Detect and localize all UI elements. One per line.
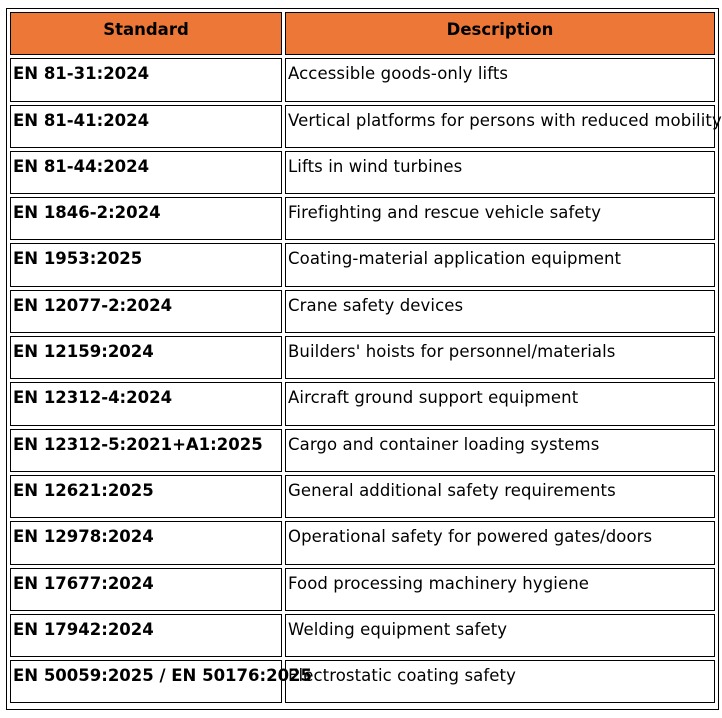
table-row-description: Cargo and container loading systems <box>285 429 715 472</box>
header-standard: Standard <box>10 12 282 55</box>
table-row-description: Food processing machinery hygiene <box>285 568 715 611</box>
table-row-standard: EN 81-41:2024 <box>10 105 282 148</box>
table-row-description: Electrostatic coating safety <box>285 660 715 703</box>
table-row-standard: EN 12312-5:2021+A1:2025 <box>10 429 282 472</box>
table-row-standard: EN 1846-2:2024 <box>10 197 282 240</box>
table-row-standard: EN 12978:2024 <box>10 521 282 564</box>
table-row-description: Crane safety devices <box>285 290 715 333</box>
table-row-standard: EN 17942:2024 <box>10 614 282 657</box>
table-row-description: Operational safety for powered gates/doors <box>285 521 715 564</box>
table-row-description: Aircraft ground support equipment <box>285 382 715 425</box>
table-row-description: Accessible goods-only lifts <box>285 58 715 101</box>
table-row-standard: EN 12159:2024 <box>10 336 282 379</box>
standards-table <box>6 8 722 710</box>
table-row-standard: EN 12077-2:2024 <box>10 290 282 333</box>
table-row-description: Firefighting and rescue vehicle safety <box>285 197 715 240</box>
table-row-standard: EN 17677:2024 <box>10 568 282 611</box>
header-description: Description <box>285 12 715 55</box>
table-row-standard: EN 1953:2025 <box>10 243 282 286</box>
table-row-standard: EN 50059:2025 / EN 50176:2025 <box>10 660 282 703</box>
table-row-standard: EN 12621:2025 <box>10 475 282 518</box>
table-row-description: Coating-material application equipment <box>285 243 715 286</box>
table-row-description: Lifts in wind turbines <box>285 151 715 194</box>
table-row-standard: EN 12312-4:2024 <box>10 382 282 425</box>
table-row-description: General additional safety requirements <box>285 475 715 518</box>
table-row-standard: EN 81-31:2024 <box>10 58 282 101</box>
table-row-description: Vertical platforms for persons with reduced mobility <box>285 105 715 148</box>
table-row-description: Builders' hoists for personnel/materials <box>285 336 715 379</box>
table-row-description: Welding equipment safety <box>285 614 715 657</box>
standards-grid <box>10 12 722 706</box>
table-row-standard: EN 81-44:2024 <box>10 151 282 194</box>
